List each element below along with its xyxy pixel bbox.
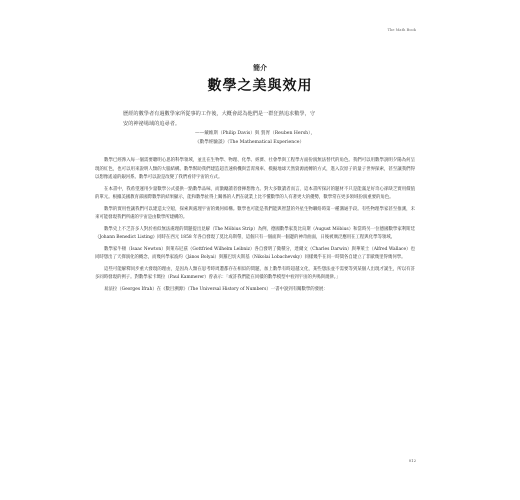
- attribution-source: 《數學經驗談》（The Mathematical Experience）: [195, 140, 305, 145]
- attribution-authors: ——戴維斯（Philip Davis）與 賀胥（Reuben Hersh），: [195, 131, 316, 136]
- running-head: The Math Book: [387, 28, 416, 32]
- section-label: 簡介: [253, 63, 267, 72]
- body-paragraph: 在本書中，我希望運用少量數學公式提供一點數學品味，而激勵讀者發揮想像力。對大多數讀者而言，這本書所探討的題材不只是能滿足好奇心卻缺乏實用價值的單元。根據美國教育部國際數學的結果顯示，能和數學扯得上關係的人們在就業上比不懂數學的人有著更大的優勢，數學常在更多領域扮演重要的角色。: [95, 186, 415, 200]
- body-paragraph: 易法拉（Georges Ifrah）在《數目溯源》（The Universal History of Numbers）一書中說到有關數學的發展：: [104, 286, 328, 292]
- body-paragraph: 數學已經滲入每一個需要聰明心思的科學領域，並且在生物學、物理、化學、經濟、社會學與工程學方面扮演無法替代的角色。我們可以用數學說明夕陽為何呈現的紅色，也可以用來說明人類的大腦結構。數學幫助我們建造超音速飛機與雲霄飛車、模擬地球天然資源流轉的方式，進入次原子的量子世界探索，甚至讓我們得以想像遙遠的銀河系。數學可以說是改變了我們看待宇宙的方式。: [95, 158, 415, 180]
- page-number: 012: [408, 458, 416, 463]
- page-title: 數學之美與效用: [207, 78, 313, 94]
- body-paragraph: 數學家牛頓（Isaac Newton）與萊布尼茲（Gottfried Wilhelm Leibniz）各自發明了微積分，達爾文（Charles Darwin）與華萊士（Alfred Wallace）也同時想出了天擇演化的概念，而幾何學家波約（János Bolyai）與羅巴切夫斯基（Nikolai Lobachevsky）同樣幾乎在同一時間各自建立了非歐幾里得幾何學。: [95, 246, 415, 260]
- epigraph-attribution: [195, 129, 410, 147]
- body-text: [95, 157, 415, 297]
- epigraph-line: 安的神祕場域的追尋者。: [123, 121, 181, 127]
- body-paragraph: 這些可能解釋同步重大發現的理由，是因為人類在思考時周遭都存在相似的問題，加上數學有時超越文化，某些想法並不需要等到某個人出現才誕生，所以有許多同時發現的例子。對數學家卡瑪拉（Paul Kammerer）曾表示：「或許我們能在同樣的數學模型中看到宇宙的共鳴與規律。」: [95, 266, 415, 280]
- body-paragraph: 數學的實用性讓我們可以建造太空船，探索與處理宇宙的幾何結構。數學也可能是我們能與智慧的外星生物聯絡時第一種溝通手段。有些物理學家甚至推測，未來可能發現我們所處的宇宙是由數學所建構的。: [95, 206, 415, 220]
- body-paragraph: 數學史上不乏許多人對於看似無法處理的問題提出見解（The Möbius Strip）為例，德國數學家莫比烏斯（August Möbius）和當時另一位德國數學家利斯廷（Johann Benedict Listing）同時在西元 1858 年各自發現了莫比烏斯帶，這個只有一個面與一個邊的神奇曲面，日後被廣泛應用在工程與化學等領域。: [95, 226, 415, 240]
- epigraph: [123, 109, 413, 129]
- epigraph-line: 歷經的數學者有過數學家所從事的工作後，大概會認為他們是一群狂熱追求數學，守: [123, 111, 315, 117]
